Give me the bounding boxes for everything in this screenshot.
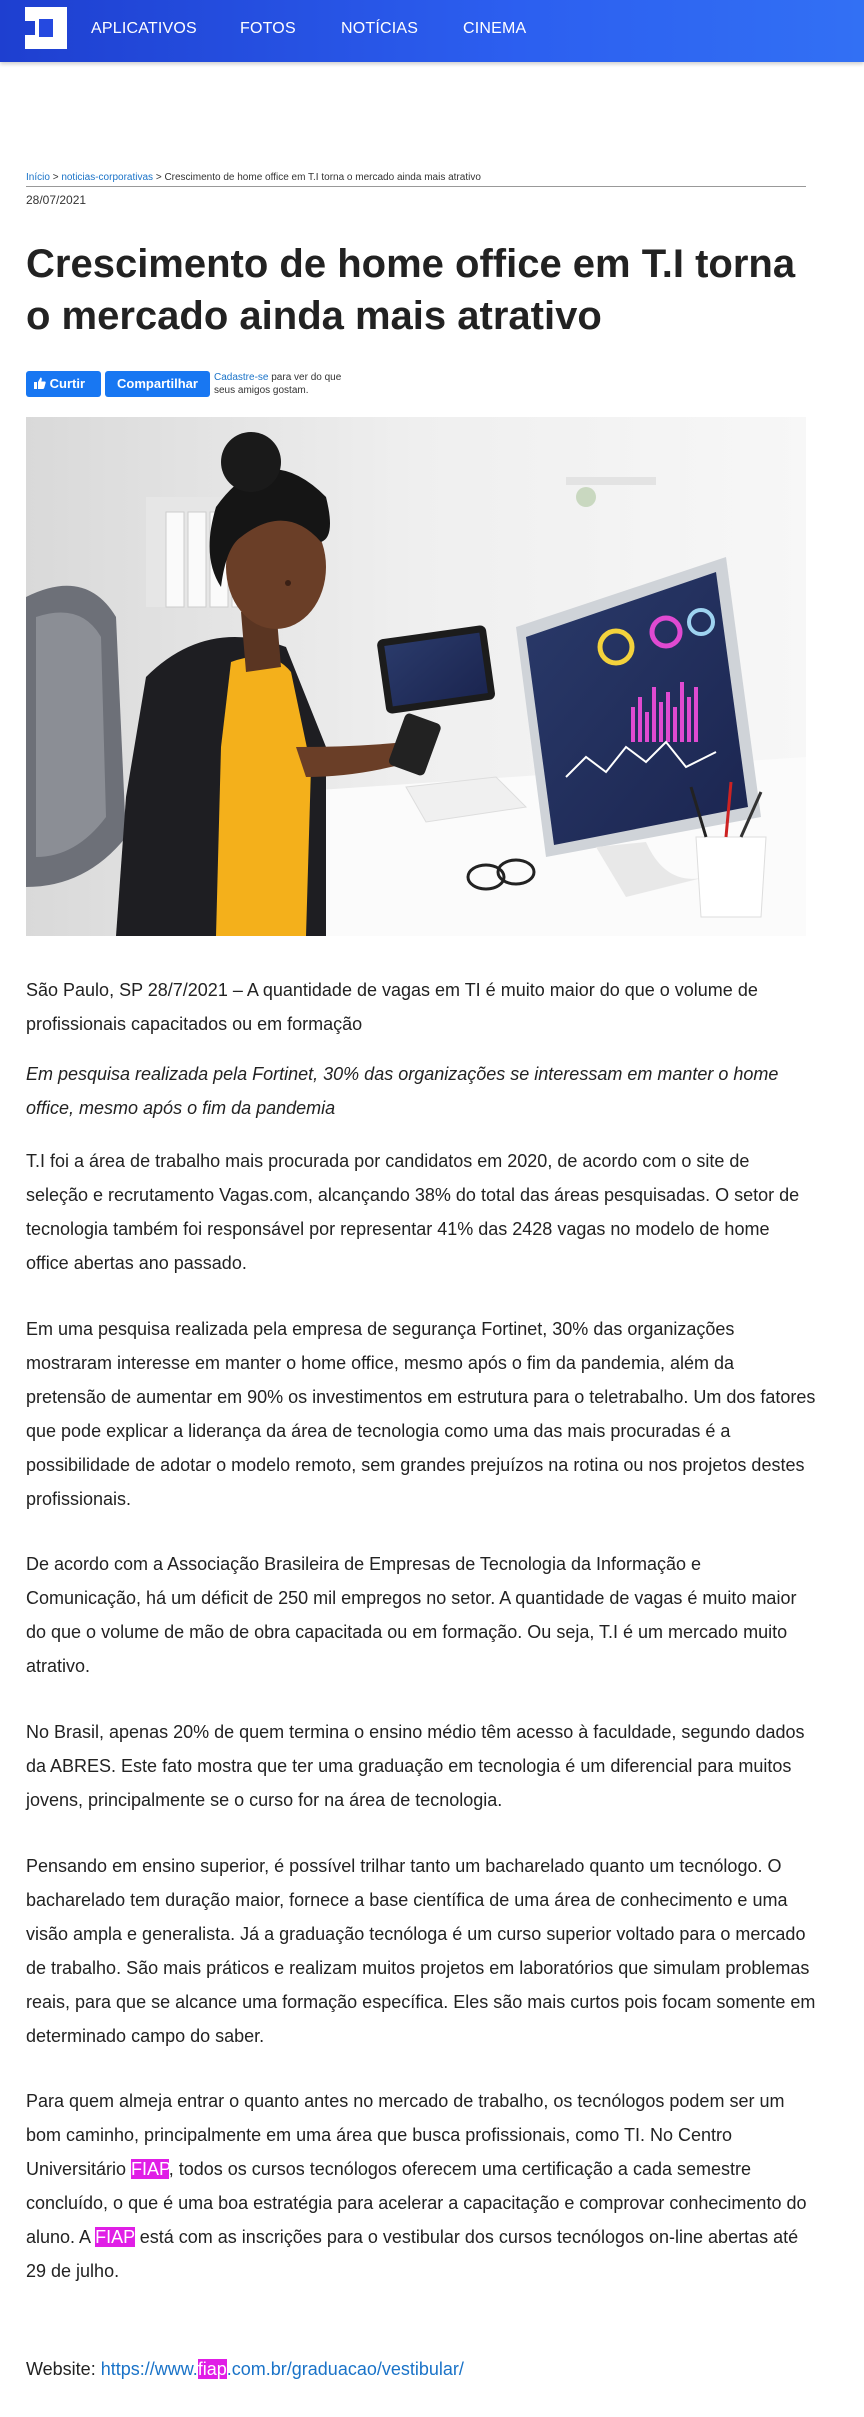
article-hero-image bbox=[26, 417, 806, 936]
website-line bbox=[26, 2352, 816, 2386]
article-paragraph: De acordo com a Associação Brasileira de Empresas de Tecnologia da Informação e Comunicação, há um déficit de 250 mil empregos no setor. A quantidade de vagas é muito maior do que o volume de mão de obra capacitada ou em formação. Ou seja, T.I é um mercado muito atrativo. bbox=[26, 1554, 797, 1676]
like-button[interactable] bbox=[26, 371, 101, 397]
paragraph-text: está com as inscrições para o vestibular dos cursos tecnólogos on-line abertas até 29 de julho. bbox=[26, 2227, 799, 2281]
article-title: Crescimento de home office em T.I torna o mercado ainda mais atrativo bbox=[26, 242, 796, 338]
breadcrumb-separator: > bbox=[155, 172, 162, 183]
website-link-part: https://www. bbox=[100, 2359, 198, 2379]
article-paragraph: Em uma pesquisa realizada pela empresa de segurança Fortinet, 30% das organizações mostraram interesse em manter o home office, mesmo após o fim da pandemia, além da pretensão de aumentar em 90% os investimentos em estrutura para o teletrabalho. Um dos fatores que pode explicar a liderança da área de tecnologia como uma das mais procuradas é a possibilidade de adotar o modelo remoto, sem grandes prejuízos na rotina ou nos projetos destes profissionais. bbox=[26, 1319, 816, 1509]
article-subtitle: Em pesquisa realizada pela Fortinet, 30% das organizações se interessam em manter o home office, mesmo após o fim da pandemia bbox=[26, 1064, 779, 1118]
paragraph-text: Para quem almeja entrar o quanto antes no mercado de trabalho, os tecnólogos podem ser um bom caminho, principalmente em uma área que busca profissionais, como TI. No Centro Universitário bbox=[26, 2091, 785, 2179]
website-link[interactable] bbox=[101, 2359, 464, 2379]
breadcrumb bbox=[26, 172, 806, 187]
nav-item-aplicativos[interactable]: APLICATIVOS bbox=[91, 20, 197, 37]
signup-note bbox=[214, 371, 364, 397]
website-label: Website: bbox=[26, 2359, 101, 2379]
article-lead: São Paulo, SP 28/7/2021 – A quantidade de vagas em TI é muito maior do que o volume de profissionais capacitados ou em formação bbox=[26, 980, 758, 1034]
article-paragraph: T.I foi a área de trabalho mais procurada por candidatos em 2020, de acordo com o site de seleção e recrutamento Vagas.com, alcançando 38% do total das áreas pesquisadas. O setor de tecnologia também foi responsável por representar 41% das 2428 vagas no modelo de home office abertas ano passado. bbox=[26, 1151, 800, 1273]
website-link-part: .com.br/graduacao/vestibular/ bbox=[226, 2359, 464, 2379]
breadcrumb-current: Crescimento de home office em T.I torna o mercado ainda mais atrativo bbox=[164, 172, 481, 183]
highlight-fiap: FIAP bbox=[95, 2227, 135, 2247]
woman-at-computer-illustration bbox=[26, 417, 806, 936]
highlight-fiap: fiap bbox=[197, 2359, 227, 2379]
breadcrumb-home-link[interactable]: Início bbox=[26, 172, 50, 183]
article-paragraph-fiap bbox=[26, 2084, 816, 2288]
breadcrumb-separator: > bbox=[52, 172, 59, 183]
paragraph-text: , todos os cursos tecnólogos oferecem uma certificação a cada semestre concluído, o que é uma boa estratégia para acelerar a capacitação e comprovar conhecimento do aluno. A bbox=[26, 2159, 807, 2247]
signup-note-text: para ver do que seus amigos gostam. bbox=[214, 372, 342, 396]
site-logo-icon[interactable] bbox=[25, 7, 67, 49]
highlight-fiap: FIAP bbox=[131, 2159, 169, 2179]
top-navbar bbox=[0, 0, 864, 62]
thumbs-up-icon bbox=[34, 377, 46, 389]
signup-link[interactable]: Cadastre-se bbox=[214, 372, 269, 383]
nav-item-noticias[interactable]: NOTÍCIAS bbox=[341, 20, 419, 37]
article-paragraph: No Brasil, apenas 20% de quem termina o ensino médio têm acesso à faculdade, segundo dados da ABRES. Este fato mostra que ter uma graduação em tecnologia é um diferencial para muitos jovens, principalmente se o curso for na área de tecnologia. bbox=[26, 1722, 805, 1810]
share-button[interactable]: Compartilhar bbox=[105, 371, 210, 397]
nav-item-fotos[interactable]: FOTOS bbox=[240, 20, 296, 37]
breadcrumb-section-link[interactable]: noticias-corporativas bbox=[61, 172, 154, 183]
like-button-label: Curtir bbox=[49, 376, 86, 391]
nav-item-cinema[interactable]: CINEMA bbox=[463, 20, 527, 37]
article-date: 28/07/2021 bbox=[26, 193, 87, 207]
article-paragraph: Pensando em ensino superior, é possível trilhar tanto um bacharelado quanto um tecnólogo. O bacharelado tem duração maior, fornece a base científica de uma área de conhecimento e uma visão ampla e generalista. Já a graduação tecnóloga é um curso superior voltado para o mercado de trabalho. São mais práticos e realizam muitos projetos em laboratórios que simulam problemas reais, para que se alcance uma formação específica. Eles são mais curtos pois focam somente em determinado campo do saber. bbox=[26, 1856, 816, 2046]
